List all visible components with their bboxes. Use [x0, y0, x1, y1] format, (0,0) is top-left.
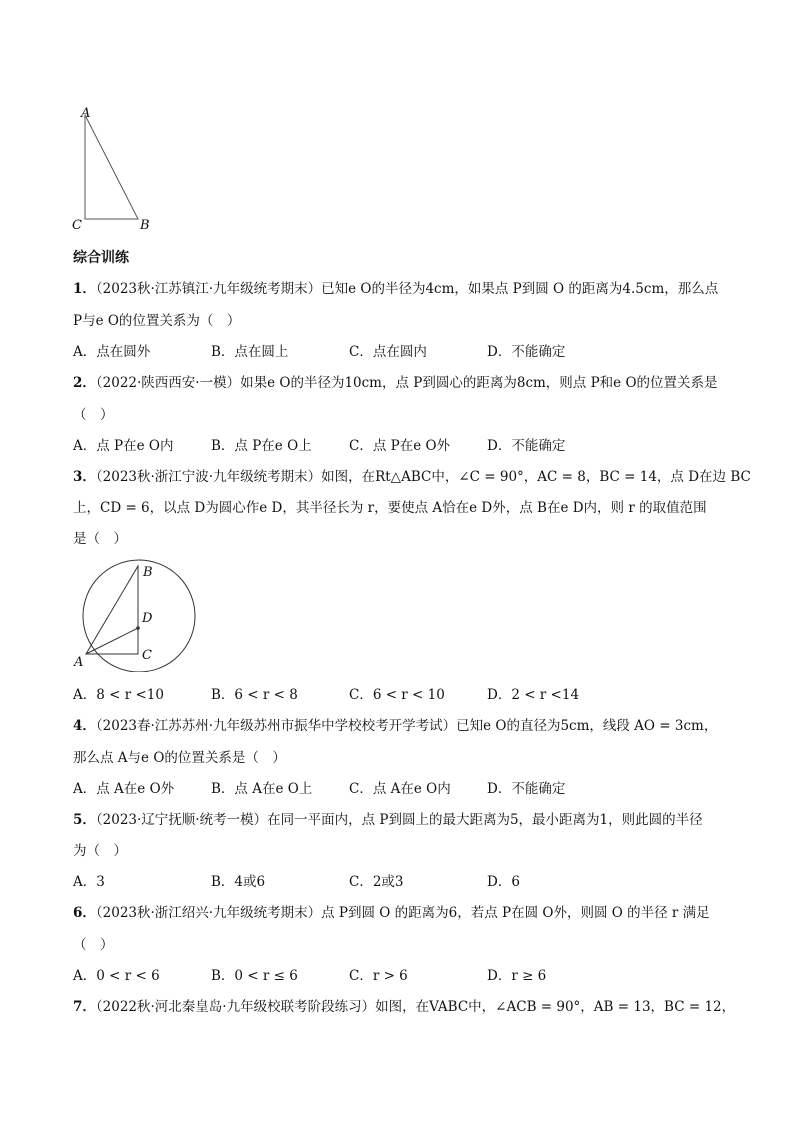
- q6-option-d[interactable]: D．r ≥ 6: [487, 968, 547, 984]
- q3-number: 3．: [73, 469, 96, 485]
- fig2-label-c: C: [142, 648, 152, 663]
- q3-option-d[interactable]: D．2 < r <14: [487, 687, 580, 703]
- q4-line2: 那么点 A与e O的位置关系是（ ）: [73, 750, 286, 766]
- q3-option-b[interactable]: B．6 < r < 8: [211, 687, 298, 703]
- q6-option-b[interactable]: B．0 < r ≤ 6: [211, 968, 298, 984]
- q2-number: 2．: [73, 375, 96, 391]
- q3-line3: 是（ ）: [73, 531, 127, 547]
- q4-number: 4．: [73, 718, 96, 734]
- q1-option-d[interactable]: D．不能确定: [487, 344, 566, 360]
- label-c: C: [72, 218, 82, 233]
- q3-option-c[interactable]: C．6 < r < 10: [349, 687, 445, 703]
- q5-option-d[interactable]: D．6: [487, 874, 520, 890]
- q4-option-a[interactable]: A．点 A在e O外: [73, 781, 175, 797]
- q2-line2: （ ）: [73, 407, 114, 423]
- q6-line2: （ ）: [73, 937, 114, 953]
- circle-triangle-figure: [68, 556, 198, 672]
- fig2-label-b: B: [143, 565, 153, 580]
- fig2-label-a: A: [74, 655, 84, 670]
- q5-option-b[interactable]: B．4或6: [211, 874, 266, 890]
- q6-option-a[interactable]: A．0 < r < 6: [73, 968, 160, 984]
- fig2-label-d: D: [142, 611, 153, 626]
- q5-number: 5．: [73, 812, 96, 828]
- q1-line1: 1．（2023秋·江苏镇江·九年级统考期末）已知e O的半径为4cm，如果点 P到圆 O 的距离为4.5cm，那么点: [73, 281, 719, 297]
- q1-option-b[interactable]: B．点在圆上: [211, 344, 289, 360]
- q6-line1: 6．（2023秋·浙江绍兴·九年级统考期末）点 P到圆 O 的距离为6，若点 P在圆 O外，则圆 O 的半径 r 满足: [73, 905, 710, 921]
- q2-option-a[interactable]: A．点 P在e O内: [73, 438, 174, 454]
- q2-line1: 2．（2022·陕西西安·一模）如果e O的半径为10cm，点 P到圆心的距离为8cm，则点 P和e O的位置关系是: [73, 375, 718, 391]
- triangle-figure: [68, 105, 158, 235]
- q3-option-a[interactable]: A．8 < r <10: [73, 687, 164, 703]
- q1-number: 1．: [73, 281, 96, 297]
- q4-option-d[interactable]: D．不能确定: [487, 781, 566, 797]
- q7-line1: 7．（2022秋·河北秦皇岛·九年级校联考阶段练习）如图，在VABC中，∠ACB = 90°，AB = 13，BC = 12，: [73, 999, 736, 1015]
- q3-line1: 3．（2023秋·浙江宁波·九年级统考期末）如图，在Rt△ABC中，∠C = 90°，AC = 8，BC = 14，点 D在边 BC: [73, 469, 751, 485]
- q2-option-d[interactable]: D．不能确定: [487, 438, 566, 454]
- q7-number: 7．: [73, 999, 96, 1015]
- q4-line1: 4．（2023春·江苏苏州·九年级苏州市振华中学校校考开学考试）已知e O的直径为5cm，线段 AO = 3cm，: [73, 718, 718, 734]
- q3-line2: 上，CD = 6，以点 D为圆心作e D，其半径长为 r，要使点 A恰在e D外，点 B在e D内，则 r 的取值范围: [73, 500, 707, 516]
- q1-option-c[interactable]: C．点在圆内: [349, 344, 427, 360]
- label-a: A: [81, 106, 91, 121]
- q6-number: 6．: [73, 905, 96, 921]
- q6-option-c[interactable]: C．r > 6: [349, 968, 408, 984]
- label-b: B: [140, 218, 150, 233]
- q5-line1: 5．（2023·辽宁抚顺·统考一模）在同一平面内，点 P到圆上的最大距离为5，最小距离为1，则此圆的半径: [73, 812, 703, 828]
- q5-line2: 为（ ）: [73, 843, 127, 859]
- q1-line2: P与e O的位置关系为（ ）: [73, 313, 241, 329]
- q2-option-b[interactable]: B．点 P在e O上: [211, 438, 312, 454]
- q1-option-a[interactable]: A．点在圆外: [73, 344, 151, 360]
- section-title: 综合训练: [73, 250, 129, 266]
- q5-option-a[interactable]: A．3: [73, 874, 105, 890]
- q5-option-c[interactable]: C．2或3: [349, 874, 404, 890]
- q4-option-b[interactable]: B．点 A在e O上: [211, 781, 313, 797]
- q2-option-c[interactable]: C．点 P在e O外: [349, 438, 451, 454]
- q4-option-c[interactable]: C．点 A在e O内: [349, 781, 451, 797]
